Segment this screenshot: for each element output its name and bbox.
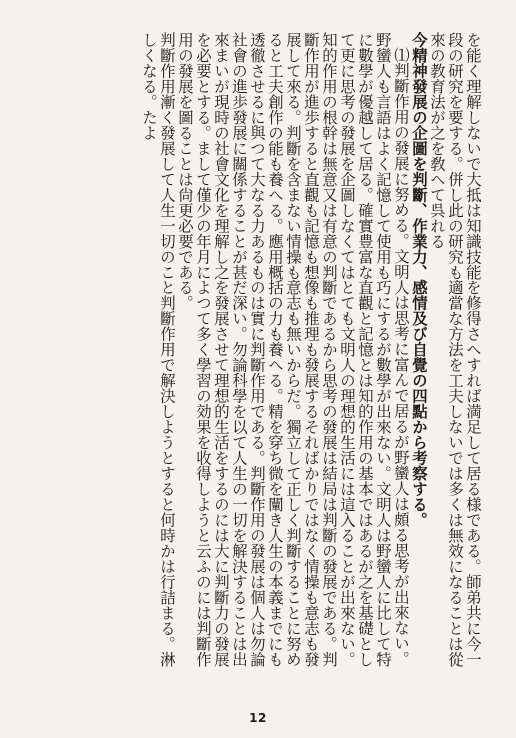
page-number: 12 [249, 711, 267, 725]
paragraph-judgment-development: ⑴判斷作用の發展に努める。文明人は思考に富んで居るが野蠻人は頗る思考が出來ない。野蠻人も言語はよく記憶して使用も巧にするが數學が出來ない。文明人は野蠻人に比して特に數學が優越して居る。確實豊富な直觀と記憶とは知的作用の基本ではあるが之を基礎として更に思考の發展を企圖しなくてはとても文明人の理想的生活には這入ることが出來ない。知的作用の根幹は無意又は有意の判斷であるから思考の發展は結局は判斷の發展である。判斷作用が進歩すると直觀も記憶も想像も推理も發展するそればかりではなく情操も意志も發展して來る。判斷を含まない情操も意志も無いからだ。獨立して正しく判斷することに努めると工夫創作の能も養へる。應用概括の力も養へる。精を穿ち微を闡き人生の本義までにも透徹させるに與つて大なる力あるものは實に判斷作用である。判斷作用の發展は個人は勿論社會の進歩發展に關係することが甚だ深い。勿論科學を以て人生の一切を解決することは出來まいが現時の社會文化を理解し之を發展させて理想的生活をするのには大に判斷力の發展を必要とする。まして僅少の年月によつて多く學習の効果を收得しようと云ふのには判斷作用の發展を圖ることは尙更必要である。 [176, 32, 410, 667]
paragraph-judgment-limits: 判斷作用漸く發展して人生一切のこと判斷作用で解決しようとすると何時かは行詰まる。淋しくなる。たよ [140, 32, 176, 667]
paragraph-topic-intro: 今精神發展の企圖を判斷、作業力、感情及び自覺の四點から考察する。 [410, 32, 428, 528]
paragraph-continuation: を能く理解しないで大抵は知識技能を修得さへすれば満足して居る様である。師弟共に今一段の研究を要する。併し此の研究も適當な方法を工夫しないでは多くは無效になることは從來の教育法が之を敎へて呉れる [428, 32, 482, 667]
vertical-text-body [30, 32, 482, 682]
